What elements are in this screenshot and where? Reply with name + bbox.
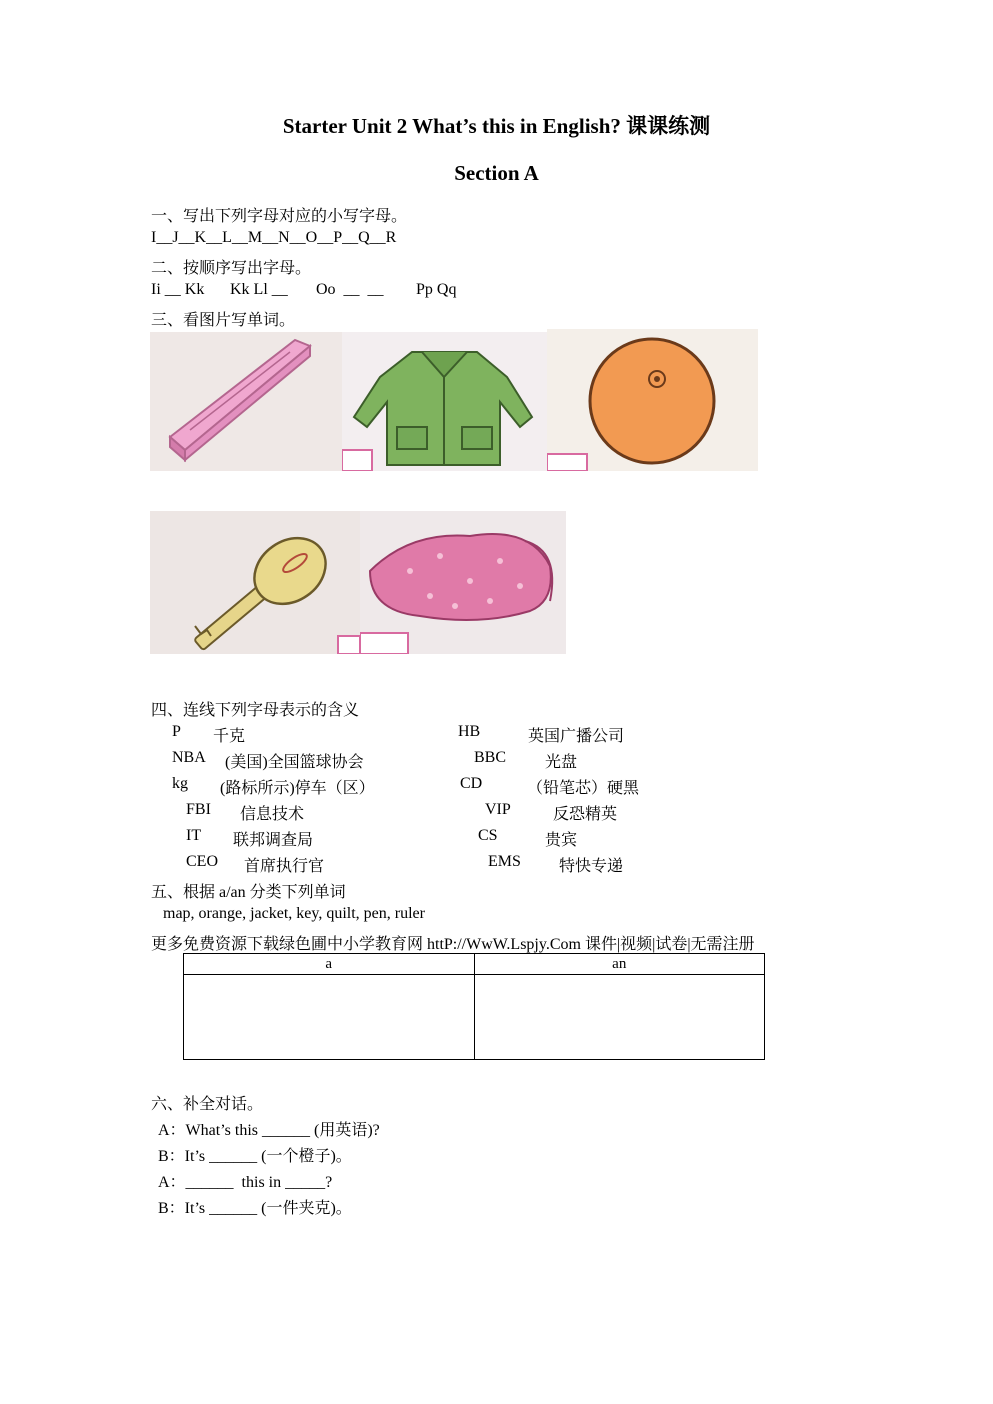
q2-seq4: Pp Qq: [416, 281, 457, 298]
section-title: Section A: [454, 161, 539, 185]
q1-heading: 一、写出下列字母对应的小写字母。: [151, 208, 408, 225]
right-abbr: VIP: [485, 801, 511, 818]
left-abbr: P: [172, 723, 181, 740]
q4-heading: 四、连线下列字母表示的含义: [151, 702, 360, 719]
left-abbr: IT: [186, 827, 202, 844]
q2-seq2: Kk Ll __: [230, 281, 288, 298]
column-an-cell[interactable]: [474, 975, 765, 1060]
right-meaning: 光盘: [545, 754, 578, 771]
right-meaning: 英国广播公司: [528, 728, 625, 745]
q3-heading: 三、看图片写单词。: [151, 312, 296, 329]
left-meaning: (美国)全国篮球协会: [225, 754, 364, 771]
quilt-image: [360, 511, 566, 654]
column-a-header: a: [184, 954, 475, 975]
right-meaning: 特快专递: [559, 858, 624, 875]
left-meaning: 千克: [213, 728, 246, 745]
column-a-cell[interactable]: [184, 975, 475, 1060]
left-meaning: 联邦调查局: [233, 832, 314, 849]
right-meaning: （铅笔芯）硬黑: [527, 780, 640, 797]
jacket-image: [342, 332, 547, 471]
left-meaning: 信息技术: [240, 806, 305, 823]
dialogue-line: A：______ this in _____?: [158, 1174, 333, 1191]
orange-image: [547, 329, 758, 471]
right-abbr: CS: [478, 827, 498, 844]
ruler-image: [150, 332, 342, 471]
left-meaning: 首席执行官: [244, 858, 325, 875]
right-meaning: 反恐精英: [553, 806, 618, 823]
right-abbr: HB: [458, 723, 481, 740]
column-an-header: an: [474, 954, 765, 975]
dialogue-line: B：It’s ______ (一个橙子)。: [158, 1148, 352, 1165]
right-abbr: CD: [460, 775, 483, 792]
resource-note: 更多免费资源下载绿色圃中小学教育网 httP://WwW.Lspjy.Com 课件|视频|试卷|无需注册: [151, 936, 755, 953]
q2-seq1: Ii __ Kk: [151, 281, 205, 298]
classification-table: [183, 953, 765, 1060]
right-abbr: EMS: [488, 853, 521, 870]
q6-heading: 六、补全对话。: [151, 1096, 264, 1113]
left-abbr: FBI: [186, 801, 211, 818]
q1-letters: I__J__K__L__M__N__O__P__Q__R: [151, 229, 397, 246]
page-title: Starter Unit 2 What’s this in English? 课课练测: [282, 114, 711, 138]
left-abbr: CEO: [186, 853, 218, 870]
q2-seq3: Oo __ __: [316, 281, 384, 298]
dialogue-line: A：What’s this ______ (用英语)?: [158, 1122, 380, 1139]
dialogue-line: B：It’s ______ (一件夹克)。: [158, 1200, 352, 1217]
q2-heading: 二、按顺序写出字母。: [151, 260, 312, 277]
q5-words: map, orange, jacket, key, quilt, pen, ruler: [163, 905, 425, 922]
left-abbr: NBA: [172, 749, 206, 766]
q5-heading: 五、根据 a/an 分类下列单词: [151, 884, 346, 901]
right-meaning: 贵宾: [545, 832, 578, 849]
left-meaning: (路标所示)停车（区）: [220, 780, 375, 797]
left-abbr: kg: [172, 775, 188, 792]
key-image: [150, 511, 360, 654]
right-abbr: BBC: [474, 749, 507, 766]
